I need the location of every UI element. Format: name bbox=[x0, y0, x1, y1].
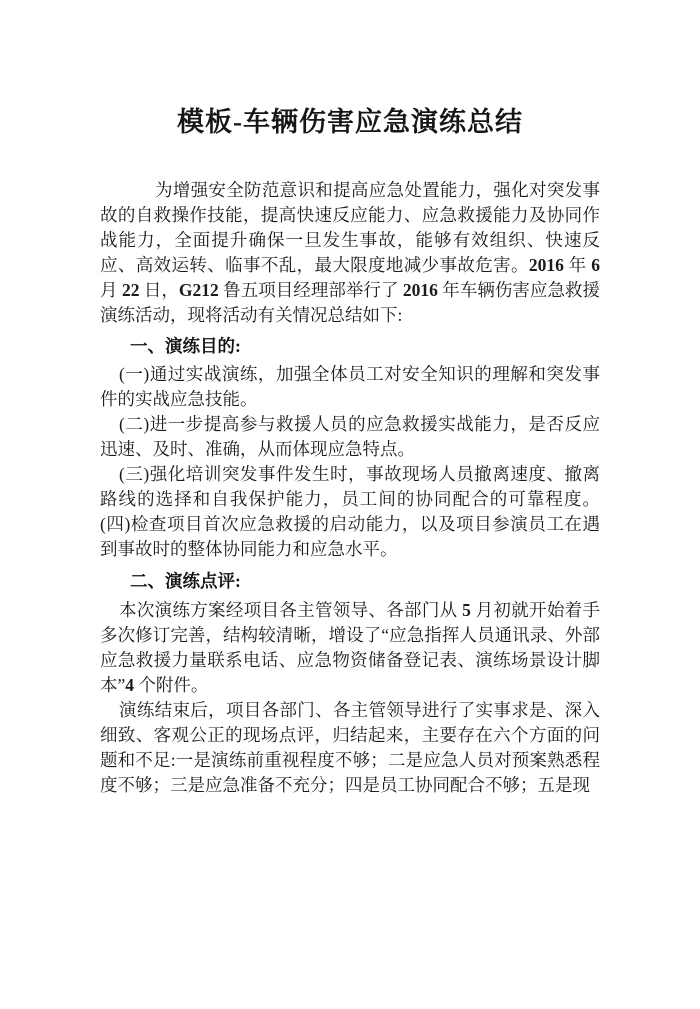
bold-text-run: 6 bbox=[591, 255, 601, 275]
text-run: (三)强化培训突发事件发生时，事故现场人员撤离速度、撤离路线的选择和自我保护能力，员工间的协同配合的可靠程度。 (四)检查项目首次应急救援的启动能力，以及项目参演员工在遇到事故时的整体协同能力和应急水平。 bbox=[100, 464, 600, 559]
bold-text-run: 22 bbox=[121, 280, 140, 300]
bold-text-run: 2016 bbox=[402, 280, 438, 300]
text-run: 年 bbox=[563, 255, 592, 275]
bold-text-run: G212 bbox=[178, 280, 219, 300]
paragraph bbox=[100, 178, 600, 328]
text-run: 本次演练方案经项目各主管领导、各部门从 bbox=[119, 600, 463, 620]
paragraph bbox=[100, 362, 600, 412]
paragraph bbox=[100, 598, 600, 698]
bold-text-run: 2016 bbox=[528, 255, 564, 275]
text-run: 个附件。 bbox=[134, 675, 209, 695]
section-heading bbox=[100, 569, 600, 594]
text-run: (二)进一步提高参与救援人员的应急救援实战能力，是否反应迅速、及时、准确，从而体现应急特点。 bbox=[100, 414, 600, 459]
bold-text-run: 二、演练点评: bbox=[130, 571, 241, 591]
paragraph bbox=[100, 412, 600, 462]
bold-text-run: 5 bbox=[462, 600, 471, 620]
paragraph bbox=[100, 698, 600, 798]
document-title: 模板-车辆伤害应急演练总结 bbox=[177, 107, 523, 137]
document-page bbox=[0, 104, 700, 1009]
text-run: 日， bbox=[139, 280, 179, 300]
text-run: 月初就开始着手多次修订完善，结构较清晰，增设了“应急指挥人员通讯录、外部应急救援力量联系电话、应急物资储备登记表、演练场景设计脚本” bbox=[100, 600, 601, 695]
bold-text-run: 一、演练目的: bbox=[130, 336, 241, 356]
section-heading bbox=[100, 334, 600, 359]
document-body bbox=[100, 178, 600, 798]
text-run: 年车辆伤害应急救援演练活动，现将活动有关情况总结如下: bbox=[100, 280, 601, 325]
paragraph bbox=[100, 462, 600, 562]
text-run: 为增强安全防范意识和提高应急处置能力，强化对突发事故的自救操作技能，提高快速反应能力、应急救援能力及协同作战能力，全面提升确保一旦发生事故，能够有效组织、快速反应、高效运转、临事不乱，最大限度地减少事故危害。 bbox=[100, 180, 600, 275]
text-run: (一)通过实战演练，加强全体员工对安全知识的理解和突发事件的实战应急技能。 bbox=[100, 364, 600, 409]
bold-text-run: 4 bbox=[125, 675, 135, 695]
text-run: 鲁五项目经理部举行了 bbox=[218, 280, 403, 300]
text-run: 月 bbox=[100, 280, 122, 300]
text-run: 演练结束后，项目各部门、各主管领导进行了实事求是、深入细致、客观公正的现场点评，归结起来，主要存在六个方面的问题和不足:一是演练前重视程度不够；二是应急人员对预案熟悉程度不够；三是应急准备不充分；四是员工协同配合不够；五是现 bbox=[100, 700, 600, 795]
